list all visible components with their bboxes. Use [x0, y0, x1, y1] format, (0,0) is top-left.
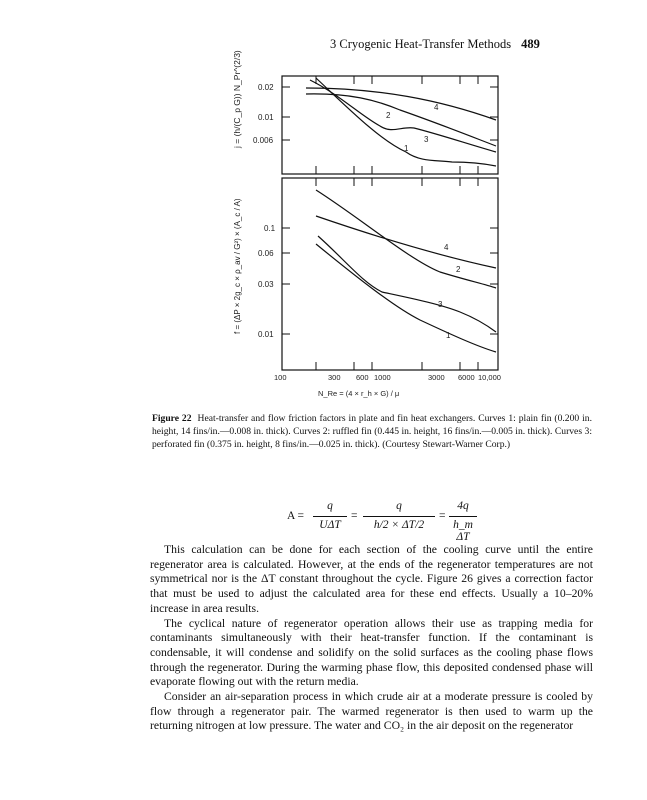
eq-term3-den: h_m ΔT [453, 519, 473, 543]
paragraph-3: Consider an air-separation process in which crude air at a moderate pressure is cooled by flow through a regenerator pair. The warmed regenerator is then used to warm up the returning nitrogen at low pressure. The water and CO₂ in the air deposit on the regenerator [150, 690, 593, 733]
eq-term3-num: 4q [457, 500, 469, 512]
eq-term2-den: h/2 × ΔT/2 [373, 519, 425, 531]
eq-term2-num: q [396, 500, 402, 512]
xtick-10000: 10,000 [478, 373, 501, 382]
bottom-y-axis-label: f = (ΔP × 2g_c × ρ_av / G²) × (A_c / A) [233, 198, 242, 334]
bottom-curve-label-3: 3 [438, 300, 443, 309]
bottom-ytick-2: 0.03 [258, 280, 274, 289]
top-ytick-2: 0.006 [253, 136, 274, 145]
top-ytick-0: 0.02 [258, 83, 274, 92]
bottom-panel [233, 178, 501, 398]
paragraph-2: The cyclical nature of regenerator operation allows their use as trapping media for contaminants simultaneously with their heat-transfer function. If the contaminant is condensable, it will condense and solidify on the solid surfaces as the cooling phase flows through the regenerator. During the warming phase flow, this deposited condensed phase will evaporate flowing out with the return media. [150, 616, 593, 689]
caption-label: Figure 22 [152, 413, 192, 424]
top-panel [232, 50, 498, 174]
body-text [150, 543, 593, 734]
eq-equals-3: = [439, 510, 446, 522]
top-curve-label-2: 2 [386, 111, 391, 120]
bottom-panel-frame [282, 178, 498, 370]
page-number: 489 [521, 37, 540, 51]
paragraph-1: This calculation can be done for each section of the cooling curve until the entire regenerator area is calculated. However, at the ends of the regenerator temperatures are not symmetrical nor is the ΔT constant throughout the cycle. Figure 26 gives a correction factor that must be used to adjust the calculated area for these end effects. Usually a 10–20% increase in area results. [150, 543, 593, 615]
running-title: 3 Cryogenic Heat-Transfer Methods [330, 37, 512, 51]
top-y-axis-label: j = (h/(C_p G)) N_Pr^(2/3) [232, 50, 242, 148]
eq-equals-2: = [351, 510, 358, 522]
bottom-ytick-0: 0.1 [264, 224, 276, 233]
top-ytick-1: 0.01 [258, 113, 274, 122]
xtick-1000: 1000 [374, 373, 391, 382]
bottom-curve-3 [318, 236, 496, 332]
x-axis-label: N_Re = (4 × r_h × G) / μ [318, 389, 400, 398]
top-curve-3 [310, 80, 496, 152]
top-curve-label-3: 3 [424, 135, 429, 144]
eq-term1-den: UΔT [319, 519, 341, 531]
xtick-100: 100 [274, 373, 287, 382]
bottom-ytick-1: 0.06 [258, 249, 274, 258]
display-equation [287, 500, 477, 543]
bottom-panel-ticks [282, 178, 498, 370]
bottom-ytick-3: 0.01 [258, 330, 274, 339]
top-curve-label-4: 4 [434, 103, 439, 112]
eq-lhs: A = [287, 510, 305, 522]
xtick-300: 300 [328, 373, 341, 382]
bottom-curve-2 [316, 190, 496, 288]
bottom-curve-label-4: 4 [444, 243, 449, 252]
bottom-curve-label-1: 1 [446, 331, 451, 340]
top-panel-ticks [282, 76, 498, 174]
xtick-600: 600 [356, 373, 369, 382]
top-curve-2 [306, 94, 496, 146]
figure-caption [152, 412, 592, 451]
caption-text: Heat-transfer and flow friction factors in plate and fin heat exchangers. Curves 1: plain fin (0.200 in. height, 14 fins/in.—0.008 in. thick). Curves 2: ruffled fin (0.445 in. height, 16 fins/in.—0.005 in. thick). Curves 3: perforated fin (0.375 in. height, 8 fins/in.—0.025 in. thick). (Courtesy Stewart-Warner Corp.) [152, 413, 592, 450]
top-curve-4 [306, 88, 496, 120]
eq-term1-num: q [327, 500, 333, 512]
xtick-3000: 3000 [428, 373, 445, 382]
top-curve-label-1: 1 [404, 144, 409, 153]
xtick-6000: 6000 [458, 373, 475, 382]
top-panel-frame [282, 76, 498, 174]
bottom-curve-label-2: 2 [456, 265, 461, 274]
